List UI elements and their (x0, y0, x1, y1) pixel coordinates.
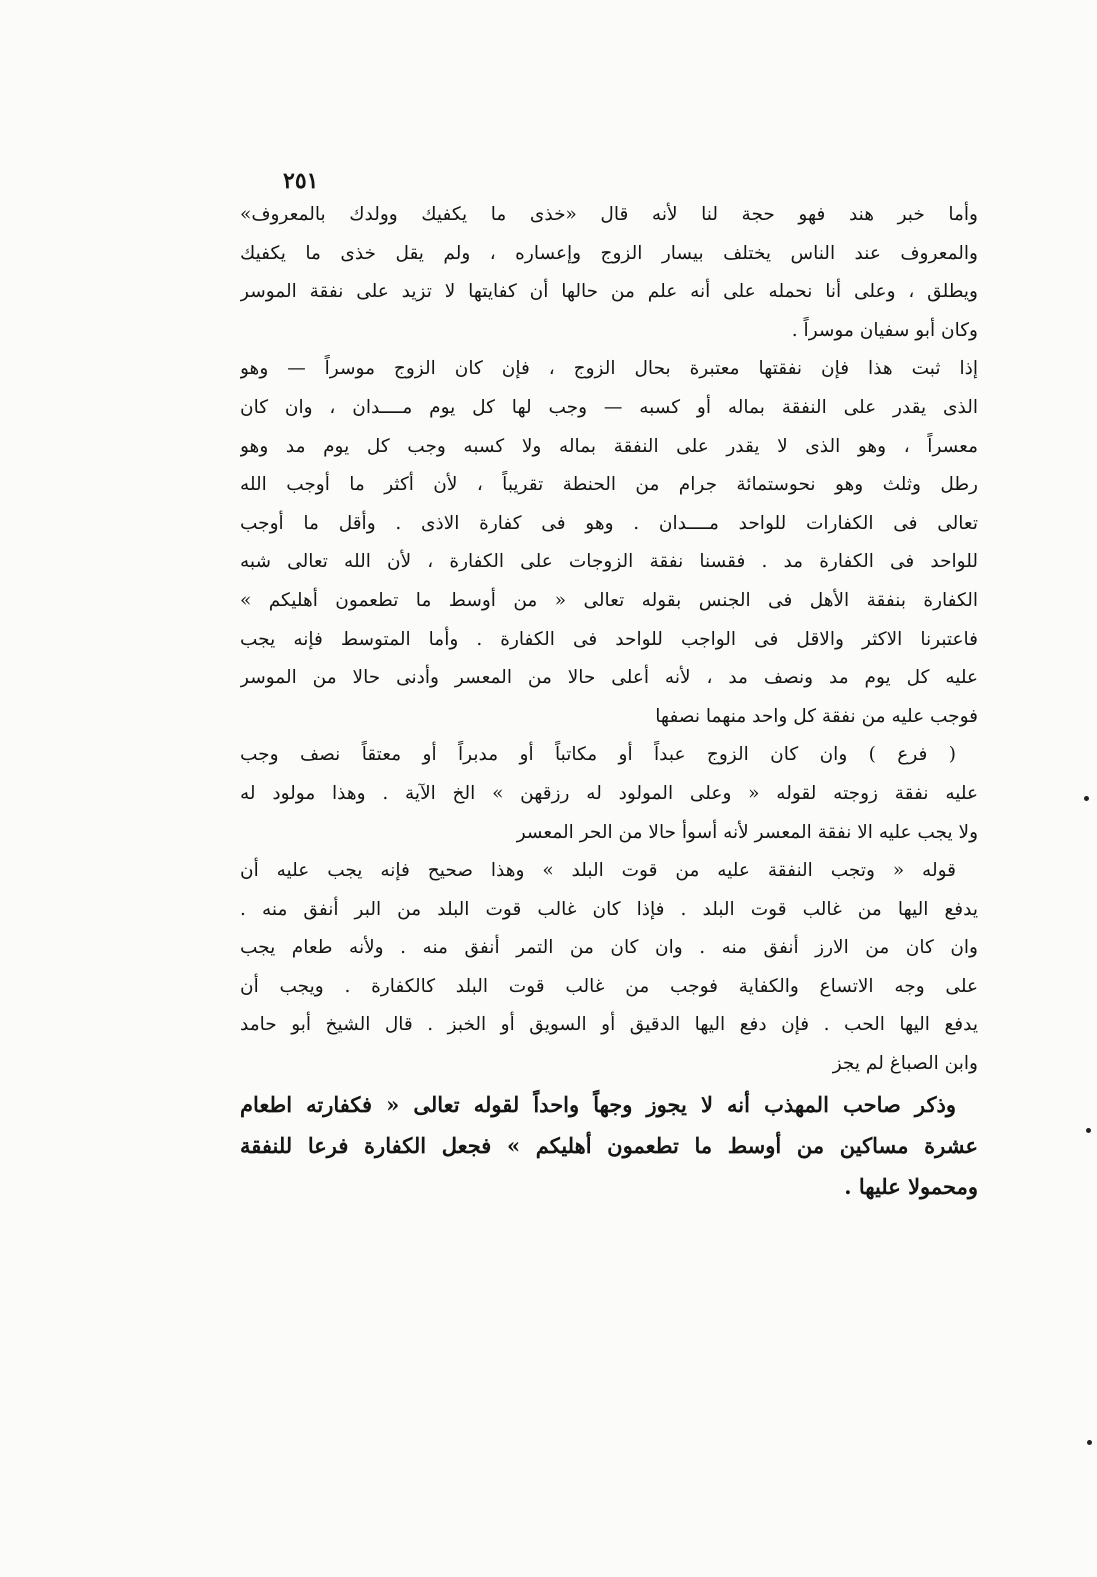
paragraph-staple-food (240, 852, 978, 1084)
text-line: رطل وثلث وهو نحوستمائة جرام من الحنطة تقريباً ، لأن أكثر ما أوجب الله (240, 474, 978, 496)
text-line: وذكر صاحب المهذب أنه لا يجوز وجهاً واحداً لقوله تعالى « فكفارته اطعام (240, 1091, 956, 1117)
text-line: قوله « وتجب النفقة عليه من قوت البلد » وهذا صحيح فإنه يجب عليه أن (240, 860, 956, 882)
text-line: ومحمولا عليها . (844, 1173, 978, 1199)
paragraph-hind-hadith (240, 196, 978, 350)
text-line: عليه كل يوم مد ونصف مد ، لأنه أعلى حالا من المعسر وأدنى حالا من الموسر (240, 667, 978, 689)
paragraph-muhadhdhab (240, 1084, 978, 1207)
text-line: وكان أبو سفيان موسراً . (791, 319, 978, 341)
text-line: عليه نفقة زوجته لقوله « وعلى المولود له رزقهن » الخ الآية . وهذا مولود له (240, 782, 978, 804)
text-line: ( فرع ) وان كان الزوج عبداً أو مكاتباً أو مدبراً أو معتقاً نصف وجب (240, 744, 956, 766)
text-line: وابن الصباغ لم يجز (832, 1053, 978, 1075)
text-line: على وجه الاتساع والكفاية فوجب من غالب قوت البلد كالكفارة . ويجب أن (240, 975, 978, 997)
text-line: الذى يقدر على النفقة بماله أو كسبه — وجب لها كل يوم مــــدان ، وان كان (240, 396, 978, 418)
text-line: تعالى فى الكفارات للواحد مــــدان . وهو فى كفارة الاذى . وأقل ما أوجب (240, 512, 978, 534)
text-line: والمعروف عند الناس يختلف بيسار الزوج وإعساره ، ولم يقل خذى ما يكفيك (240, 242, 978, 264)
text-line: إذا ثبت هذا فإن نفقتها معتبرة بحال الزوج ، فإن كان الزوج موسراً — وهو (240, 358, 978, 380)
margin-speck (1086, 1128, 1091, 1133)
margin-speck (1087, 1440, 1092, 1445)
text-line: فوجب عليه من نفقة كل واحد منهما نصفها (655, 705, 978, 727)
page-number: ٢٥١ (283, 168, 319, 194)
text-line: عشرة مساكين من أوسط ما تطعمون أهليكم » فجعل الكفارة فرعا للنفقة (240, 1132, 978, 1158)
paragraph-far-slave-husband (240, 736, 978, 852)
text-line: للواحد فى الكفارة مد . فقسنا نفقة الزوجات على الكفارة ، لأن الله تعالى شبه (240, 551, 978, 573)
text-line: ولا يجب عليه الا نفقة المعسر لأنه أسوأ حالا من الحر المعسر (516, 821, 978, 843)
paragraph-nafaqa-amount (240, 350, 978, 736)
text-line: وان كان من الارز أنفق منه . وان كان من التمر أنفق منه . ولأنه طعام يجب (240, 937, 978, 959)
margin-speck (1084, 796, 1089, 801)
text-line: الكفارة بنفقة الأهل فى الجنس بقوله تعالى « من أوسط ما تطعمون أهليكم » (240, 589, 978, 611)
text-line: يدفع اليها الحب . فإن دفع اليها الدقيق أو السويق أو الخبز . قال الشيخ أبو حامد (240, 1014, 978, 1036)
text-line: يدفع اليها من غالب قوت البلد . فإذا كان غالب قوت البلد من البر أنفق منه . (240, 898, 978, 920)
text-line: وأما خبر هند فهو حجة لنا لأنه قال «خذى ما يكفيك وولدك بالمعروف» (240, 204, 978, 225)
text-line: ويطلق ، وعلى أنا نحمله على أنه علم من حالها أن كفايتها لا تزيد على نفقة الموسر (240, 281, 978, 303)
body-text (240, 196, 978, 1207)
text-line: فاعتبرنا الاكثر والاقل فى الواجب للواحد فى الكفارة . وأما المتوسط فإنه يجب (240, 628, 978, 650)
text-line: معسراً ، وهو الذى لا يقدر على النفقة بماله ولا كسبه وجب كل يوم مد وهو (240, 435, 978, 457)
